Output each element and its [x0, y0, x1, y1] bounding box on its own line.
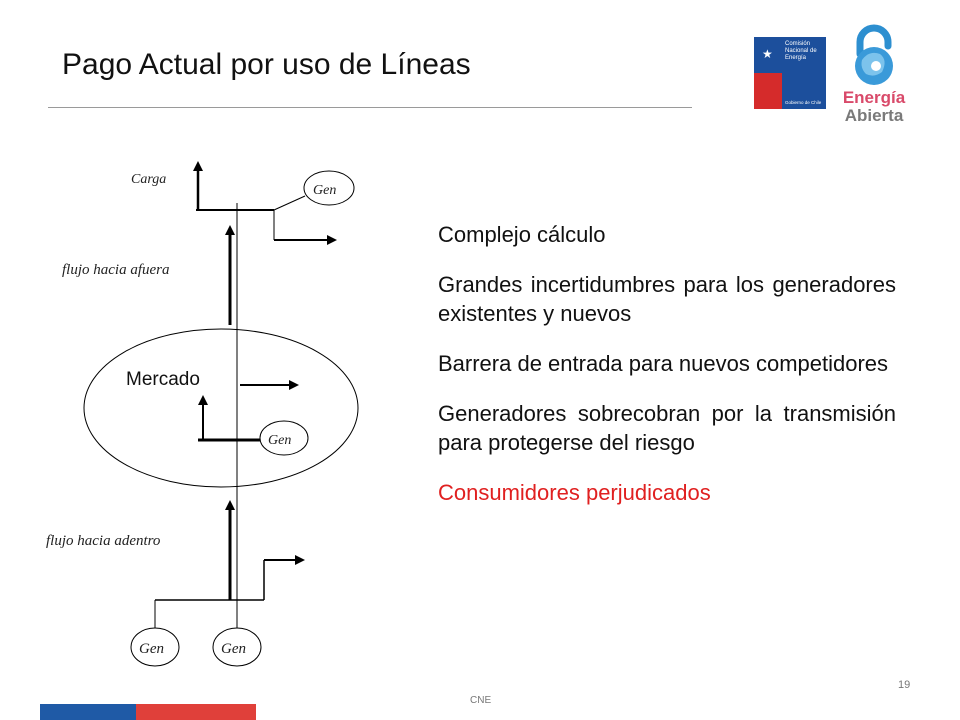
energia-abierta-text: Energía: [842, 88, 906, 107]
energia-abierta-text: Abierta: [844, 106, 904, 125]
gen-mid-label: Gen: [268, 433, 292, 448]
page-number: 19: [898, 679, 911, 691]
cne-logo-line: Energía: [785, 55, 807, 61]
cne-logo-line: Nacional de: [785, 48, 817, 54]
footer-label: CNE: [470, 695, 492, 706]
star-icon: ★: [762, 47, 773, 61]
gen-top-label: Gen: [313, 183, 337, 198]
gen-top-connector: [274, 196, 305, 210]
bullet-item-highlight: Consumidores perjudicados: [438, 480, 711, 505]
flujo-afuera-label: flujo hacia afuera: [62, 262, 170, 278]
mercado-label: Mercado: [126, 369, 200, 390]
mercado-ellipse: [84, 329, 358, 487]
carga-label: Carga: [131, 172, 167, 187]
bullet-list: [438, 220, 896, 528]
bullet-item: Grandes incertidumbres para los generadores existentes y nuevos: [438, 272, 896, 326]
slide-title: Pago Actual por uso de Líneas: [62, 48, 471, 81]
footer-bar-blue: [40, 704, 136, 720]
bullet-item: Generadores sobrecobran por la transmisión para protegerse del riesgo: [438, 401, 896, 455]
cne-logo-footer: Gobierno de Chile: [785, 100, 822, 105]
footer-bar-red: [136, 704, 256, 720]
gen-bottom-right-label: Gen: [221, 641, 246, 657]
cne-logo-line: Comisión: [785, 41, 811, 47]
gen-bottom-left-label: Gen: [139, 641, 164, 657]
bullet-item: Complejo cálculo: [438, 222, 606, 247]
bullet-item: Barrera de entrada para nuevos competidores: [438, 351, 889, 376]
flujo-adentro-label: flujo hacia adentro: [46, 533, 161, 549]
